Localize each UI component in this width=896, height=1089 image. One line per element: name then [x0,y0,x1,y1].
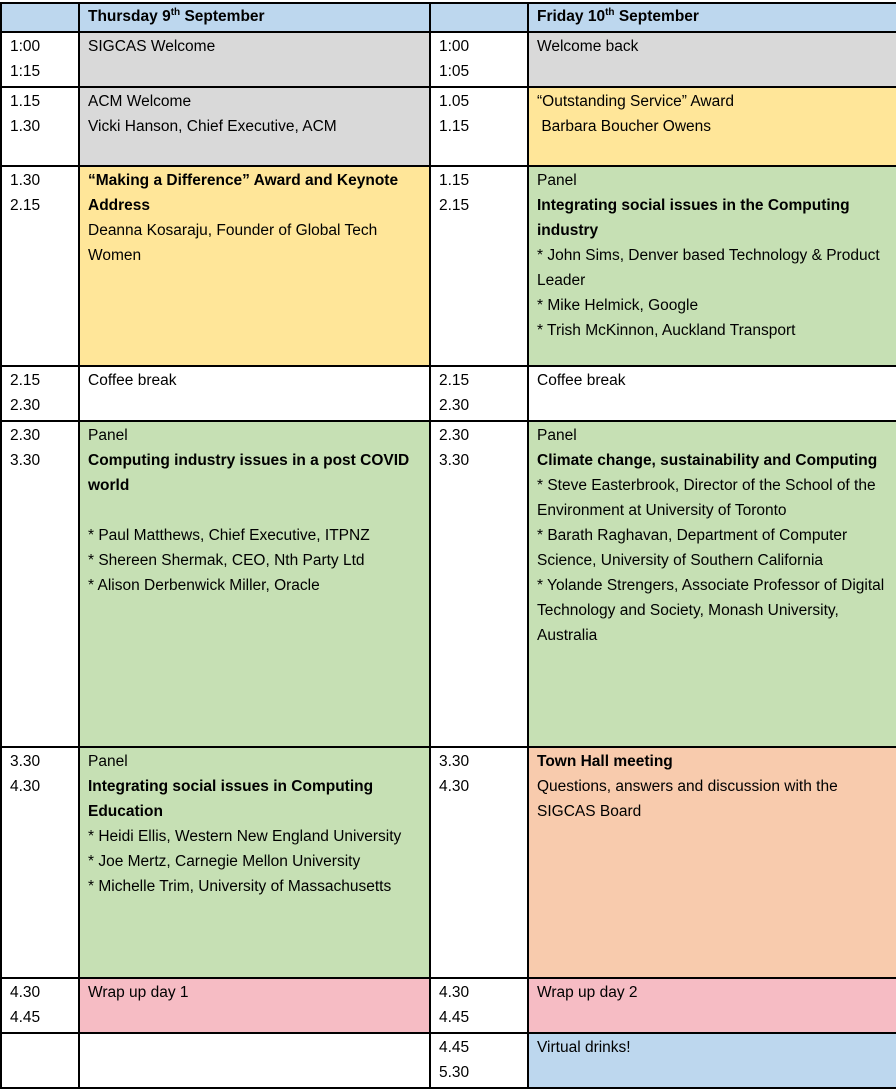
time-text: 4.30 [10,984,41,1001]
time-text: 3.30 [439,753,470,770]
session-text: Wrap up day 2 [537,984,638,1001]
time-cell-right [430,421,528,747]
time-text: 1.15 [439,172,470,189]
corner-cell-left [1,3,79,32]
time-text: 2.15 [439,372,470,389]
time-text: 1:05 [439,63,470,80]
session-cell-left [79,978,430,1033]
session-text: Virtual drinks! [537,1039,631,1056]
time-text: 4.45 [439,1039,470,1056]
session-cell-right [528,1033,896,1088]
time-cell-right [430,32,528,87]
time-text: 2.30 [439,427,470,444]
session-text: * Paul Matthews, Chief Executive, ITPNZ [88,527,370,544]
session-text: Deanna Kosaraju, Founder of Global Tech Women [88,222,382,264]
time-cell-left [1,747,79,978]
time-cell-left [1,366,79,421]
corner-cell-right [430,3,528,32]
time-cell-left [1,166,79,366]
time-text: 1:00 [439,38,470,55]
time-text: 2.30 [10,427,41,444]
schedule-body [1,32,896,1088]
session-text: * Barath Raghavan, Department of Computer Science, University of Southern California [537,527,852,569]
time-text: 4.45 [10,1009,41,1026]
time-cell-left [1,87,79,166]
session-cell-right [528,87,896,166]
time-text: 1.15 [439,118,470,135]
session-cell-left [79,421,430,747]
session-cell-left [79,366,430,421]
session-text: Panel [537,172,577,189]
session-title: Integrating social issues in the Computing industry [537,197,854,239]
time-cell-right [430,87,528,166]
time-text: 1:00 [10,38,41,55]
session-text: * Steve Easterbrook, Director of the School of the Environment at University of Toronto [537,477,880,519]
session-text: Coffee break [88,372,177,389]
session-cell-left [79,1033,430,1088]
session-title: Computing industry issues in a post COVID world [88,452,414,494]
day-header-thursday-suffix: September [180,8,265,25]
time-cell-right [430,366,528,421]
session-text: Vicki Hanson, Chief Executive, ACM [88,118,337,135]
day-header-friday-suffix: September [614,8,699,25]
time-cell-right [430,747,528,978]
session-text: * John Sims, Denver based Technology & Product Leader [537,247,884,289]
schedule-row [1,747,896,978]
time-text: 4.30 [439,984,470,1001]
conference-schedule [0,2,896,1089]
schedule-row [1,166,896,366]
ordinal-superscript: th [170,6,181,18]
day-header-thursday-text: Thursday 9 [88,8,171,25]
session-title: Climate change, sustainability and Computing [537,452,878,469]
time-cell-right [430,978,528,1033]
session-text: * Shereen Shermak, CEO, Nth Party Ltd [88,552,365,569]
schedule-table [0,2,896,1089]
time-text: 3.30 [10,753,41,770]
session-text: Barbara Boucher Owens [537,118,712,135]
time-text: 1:15 [10,63,41,80]
time-text: 1.30 [10,118,41,135]
session-text: Panel [88,427,128,444]
session-cell-right [528,747,896,978]
day-header-thursday [79,3,430,32]
time-text: 3.30 [10,452,41,469]
time-text: 1.15 [10,93,41,110]
time-text: 4.30 [439,778,470,795]
session-text: * Trish McKinnon, Auckland Transport [537,322,796,339]
ordinal-superscript: th [605,6,615,18]
time-text: 4.30 [10,778,41,795]
session-cell-right [528,32,896,87]
session-text: Wrap up day 1 [88,984,189,1001]
time-text: 2.30 [10,397,41,414]
session-text: ACM Welcome [88,93,192,110]
session-text: “Outstanding Service” Award [537,93,735,110]
session-cell-left [79,87,430,166]
day-header-friday-text: Friday 10 [537,8,606,25]
schedule-row [1,421,896,747]
time-text: 2.15 [439,197,470,214]
time-text: 1.05 [439,93,470,110]
time-cell-right [430,1033,528,1088]
schedule-row [1,87,896,166]
session-text [88,498,425,523]
time-text: 5.30 [439,1064,470,1081]
time-text: 2.15 [10,197,41,214]
session-text: * Alison Derbenwick Miller, Oracle [88,577,320,594]
session-text: * Yolande Strengers, Associate Professor of Digital Technology and Society, Monash University, Australia [537,577,889,644]
session-text: * Heidi Ellis, Western New England University [88,828,402,845]
session-cell-left [79,747,430,978]
schedule-row [1,1033,896,1088]
session-title: “Making a Difference” Award and Keynote Address [88,172,402,214]
session-text: Panel [88,753,128,770]
session-cell-right [528,978,896,1033]
session-text: Coffee break [537,372,626,389]
session-text: * Michelle Trim, University of Massachusetts [88,878,392,895]
time-text: 1.30 [10,172,41,189]
schedule-row [1,366,896,421]
header-row [1,3,896,32]
session-cell-left [79,32,430,87]
session-cell-right [528,421,896,747]
session-cell-right [528,366,896,421]
session-text: * Joe Mertz, Carnegie Mellon University [88,853,361,870]
session-text: * Mike Helmick, Google [537,297,699,314]
time-cell-left [1,1033,79,1088]
session-cell-left [79,166,430,366]
time-text: 3.30 [439,452,470,469]
time-cell-left [1,421,79,747]
time-text: 2.15 [10,372,41,389]
session-title: Integrating social issues in Computing Education [88,778,378,820]
session-text: Welcome back [537,38,639,55]
session-title: Town Hall meeting [537,753,673,770]
time-cell-left [1,32,79,87]
schedule-row [1,978,896,1033]
session-cell-right [528,166,896,366]
session-text: SIGCAS Welcome [88,38,216,55]
session-text: Panel [537,427,577,444]
schedule-row [1,32,896,87]
time-text: 4.45 [439,1009,470,1026]
session-text: Questions, answers and discussion with the SIGCAS Board [537,778,842,820]
day-header-friday [528,3,896,32]
time-text: 2.30 [439,397,470,414]
time-cell-left [1,978,79,1033]
time-cell-right [430,166,528,366]
